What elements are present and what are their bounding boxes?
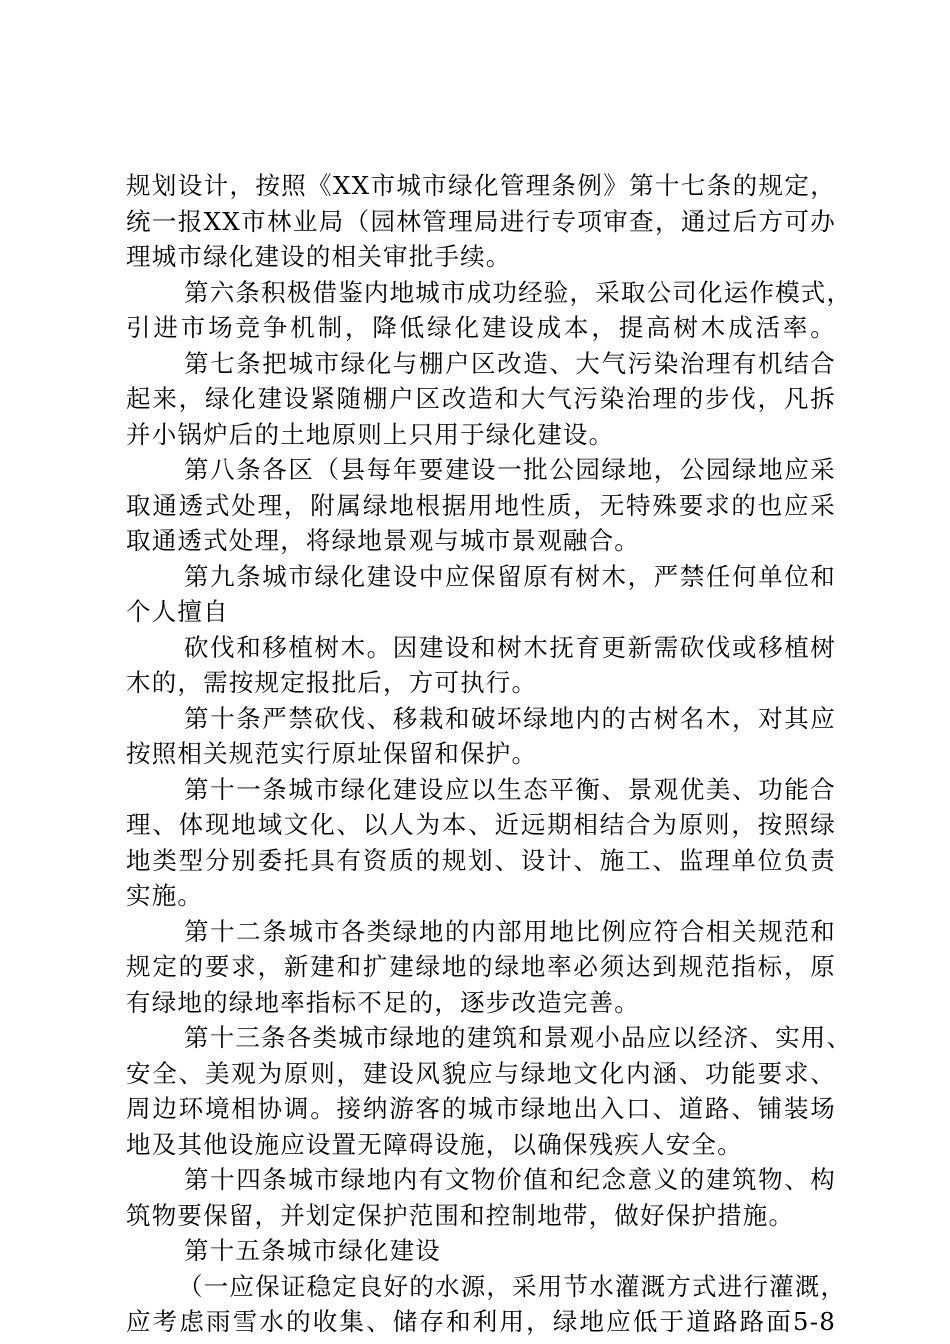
text-line: 安全、美观为原则，建设风貌应与绿地文化内涵、功能要求、 [126,1058,836,1088]
text-line: 木的，需按规定报批后，方可执行。 [126,668,538,697]
text-line: 筑物要保留，并划定保护范围和控制地带，做好保护措施。 [126,1200,795,1230]
text-line: 取通透式处理，附属绿地根据用地性质，无特殊要求的也应采 [126,490,836,520]
text-line: 取通透式处理，将绿地景观与城市景观融合。 [126,526,640,555]
text-line: 地及其他设施应设置无障碍设施，以确保残疾人安全。 [126,1129,743,1159]
text-line: 第十一条城市绿化建设应以生态平衡、景观优美、功能合 [184,774,836,804]
text-line: 规定的要求，新建和扩建绿地的绿地率必须达到规范指标，原 [126,952,836,981]
text-line: 有绿地的绿地率指标不足的，逐步改造完善。 [126,987,640,1017]
text-line: 并小锅炉后的土地原则上只用于绿化建设。 [126,419,615,449]
text-line: 统一报XX市林业局（园林管理局进行专项审查，通过后方可办 [126,206,836,236]
text-line: 起来，绿化建设紧随棚户区改造和大气污染治理的步伐，凡拆 [126,384,836,413]
text-line: 第八条各区（县每年要建设一批公园绿地，公园绿地应采 [184,455,836,484]
text-line: 第十三条各类城市绿地的建筑和景观小品应以经济、实用、 [184,1023,853,1052]
text-line: 第十四条城市绿地内有文物价值和纪念意义的建筑物、构 [184,1165,836,1194]
text-line: 第十条严禁砍伐、移栽和破坏绿地内的古树名木，对其应 [184,703,836,733]
text-line: 应考虑雨雪水的收集、储存和利用，绿地应低于道路路面5-8 [126,1307,836,1336]
text-line: 个人擅自 [126,597,229,626]
text-line: 理城市绿化建设的相关审批手续。 [126,242,512,271]
text-line: 按照相关规范实行原址保留和保护。 [126,739,538,768]
text-line: 理、体现地域文化、以人为本、近远期相结合为原则，按照绿 [126,810,836,839]
text-line: 规划设计，按照《XX市城市绿化管理条例》第十七条的规定， [126,171,836,200]
text-line: 实施。 [126,881,204,910]
text-line: 周边环境相协调。接纳游客的城市绿地出入口、道路、铺装场 [126,1094,836,1123]
text-line: （一应保证稳定良好的水源，采用节水灌溉方式进行灌溉， [178,1271,847,1301]
text-line: 第十二条城市各类绿地的内部用地比例应符合相关规范和 [184,916,836,946]
text-line: 第九条城市绿化建设中应保留原有树木，严禁任何单位和 [184,561,836,591]
text-line: 引进市场竞争机制，降低绿化建设成本，提高树木成活率。 [126,313,836,342]
text-line: 第七条把城市绿化与棚户区改造、大气污染治理有机结合 [184,348,836,378]
text-line: 砍伐和移植树木。因建设和树木抚育更新需砍伐或移植树 [184,632,836,662]
text-line: 第六条积极借鉴内地城市成功经验，采取公司化运作模式， [184,277,853,307]
text-line: 地类型分别委托具有资质的规划、设计、施工、监理单位负责 [126,845,836,875]
document-body [126,168,853,1340]
text-line: 第十五条城市绿化建设 [184,1236,441,1265]
